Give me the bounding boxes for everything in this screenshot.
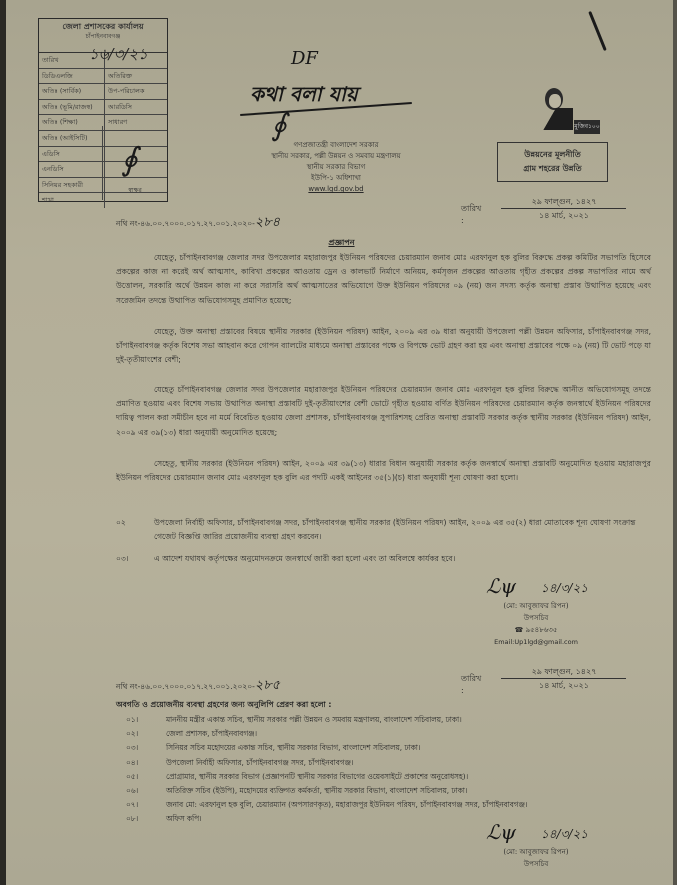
numbered-item: ০২ উপজেলা নির্বাহী অফিসার, চাঁপাইনবাবগঞ্জ সদর, চাঁপাইনবাবগঞ্জ স্থানীয় সরকার (ইউনিয়ন পরিষদ) আইন, ২০০৯ এর ৩৫(২) ধারা মোতাবেক শূন্য ঘোষণা সংক্রান্ত গেজেট বিজ্ঞপ্তি জারির প্রয়োজনীয় ব্যবস্থা গ্রহণ করবেন। xyxy=(116,518,636,542)
copy-to-item: ০১। মাননীয় মন্ত্রীর একান্ত সচিব, স্থানীয় সরকার পল্লী উন্নয়ন ও সমবায় মন্ত্রণালয়, বাংলাদেশ সচিবালয়, ঢাকা। xyxy=(126,715,462,724)
signature-2-icon: ℒψ xyxy=(486,820,517,844)
date-bangla: ২৯ ফাল্গুন, ১৪২৭ xyxy=(531,197,597,206)
stamp-row: অতিঃ (আইসিটি) xyxy=(39,131,167,147)
letterhead-division: স্থানীয় সরকার বিভাগ xyxy=(306,163,366,171)
letterhead-url: www.lgd.gov.bd xyxy=(308,185,364,193)
letterhead-ministry: স্থানীয় সরকার, পল্লী উন্নয়ন ও সমবায় মন্ত্রণালয় xyxy=(271,152,401,160)
letterhead xyxy=(246,140,426,195)
stamp-row: অতিঃ (শিক্ষা) সাধারণ xyxy=(39,115,167,131)
initial-signature-icon: ∮ xyxy=(271,108,287,143)
stamp-signature-label: স্বাক্ষর xyxy=(128,187,142,194)
stamp-title: জেলা প্রশাসকের কার্যালয় xyxy=(62,22,144,31)
copy-to-item: ০৬। অতিরিক্ত সচিব (ইউপি), মহোদয়ের ব্যক্তিগত কর্মকর্তা, স্থানীয় সরকার বিভাগ, বাংলাদেশ সচিবালয়, ঢাকা। xyxy=(126,786,468,796)
mujib100-logo: মুজিব১০০ xyxy=(574,120,600,134)
stamp-row: এডিসি xyxy=(39,147,167,163)
paragraph-1: যেহেতু, চাঁপাইনবাবগঞ্জ জেলার সদর উপজেলার মহারাজপুর ইউনিয়ন পরিষদের চেয়ারম্যান জনাব মোঃ এরফানুল হক বুলির বিরুদ্ধে প্রকল্প কমিটির সভাপতি হিসেবে প্রকল্পের কাজ না করেই অর্থ আত্মসাৎ, কাবিখা প্রকল্পের আওতায় ড্রেন ও কালভার্ট নির্মাণে অনিয়ম, কর্মসৃজন প্রকল্পের আওতায় গৃহীত প্রকল্পের প্রকল্প সভাপতির নামে অর্থ উত্তোলন, সরকারি অর্থে উন্নয়ন কাজ না করে সরাসরি অর্থ আত্মসাতের অভিযোগে উক্ত ইউনিয়ন পরিষদের ০৯ (নয়) জন সদস্য কর্তৃক অনাস্থা প্রস্তাব উত্থাপিত হয়েছে এবং সরেজমিন তদন্তে উত্থাপিত অভিযোগসমূহ প্রমাণিত হয়েছে; xyxy=(116,253,651,305)
document-page: জেলা প্রশাসকের কার্যালয় চাঁপাইনবাবগঞ্জ ১৬/৩/২১ তারিখ ডিডিএলজি অতিরিক্ত অতিঃ (সার্বিক) উপ-পরিচালক অতিঃ (ভূমি/রাজস্ব) আরডিসি অতিঃ (শিক্ষা) সাধারণ অতিঃ (আইসিটি) এডিসি এনডিসি সিনিয়র সহকারী শাখা ∮ স্বাক্ষর DF কথা বলা যায় ∮ গণপ্রজাতন্ত্রী বাংলাদেশ সরকার স্থানীয় সরকার, পল্লী উন্নয়ন ও সমবায় মন্ত্রণালয় স্থানীয় সরকার বিভাগ ইউপি-১ অধিশাখা www.lgd.gov.bd মুজিব১০০ উন্নয়নের মূলনীতি গ্রাম শহরের উন্নতি নথি নং-৪৬.০০.৭০০০.০১৭.২৭.০০১.২০২০-২৮৪ তারিখ : ২৯ ফাল্গুন, ১৪২৭ ১৪ মার্চ, ২০২১ প্রজ্ঞাপন যেহেতু, চাঁপাইনবাবগঞ্জ জেলার সদর উপজেলার মহারাজপুর ইউনিয়ন পরিষদের চেয়ারম্যান জনাব মোঃ এরফানুল হক বুলির বিরুদ্ধে প্রকল্প কমিটির সভাপতি হিসেবে প্রকল্পের কাজ না করেই অর্থ আত্মসাৎ, কাবিখা প্রকল্পের আওতায় ড্রেন ও কালভার্ট নির্মাণে অনিয়ম, কর্মসৃজন প্রকল্পের আওতায় গৃহীত প্রকল্পের প্রকল্প সভাপতির নামে অর্থ উত্তোলন, সরকারি অর্থে উন্নয়ন কাজ না করে সরাসরি অর্থ আত্মসাতের অভিযোগে উক্ত ইউনিয়ন পরিষদের ০৯ (নয়) জন সদস্য কর্তৃক অনাস্থা প্রস্তাব উত্থাপিত হয়েছে এবং সরেজমিন তদন্তে উত্থাপিত অভিযোগসমূহ প্রমাণিত হয়েছে; যেহেতু, উক্ত অনাস্থা প্রস্তাবের বিষয়ে স্থানীয় সরকার (ইউনিয়ন পরিষদ) আইন, ২০০৯ এর ৩৯ ধারা অনুযায়ী উপজেলা পল্লী উন্নয়ন অফিসার, চাঁপাইনবাবগঞ্জ সদর, চাঁপাইনবাবগঞ্জ কর্তৃক বিশেষ সভা আহবান করে গোপন ব্যালটের মাধ্যমে অনাস্থা প্রস্তাবের পক্ষে ও বিপক্ষে ভোট গ্রহণ করা হয় এবং অনাস্থা প্রস্তাবের পক্ষে ০৯ (নয়) টি ভোট পড়ে যা দুই-তৃতীয়াংশের বেশী; যেহেতু চাঁপাইনবাবগঞ্জ জেলার সদর উপজেলার মহারাজপুর ইউনিয়ন পরিষদের চেয়ারম্যান জনাব মোঃ এরফানুল হক বুলির বিরুদ্ধে আনীত অভিযোগসমূহ তদন্তে প্রমাণিত হওয়ায় এবং বিশেষ সভায় উত্থাপিত অনাস্থা প্রস্তাবটি দুই-তৃতীয়াংশের বেশী ভোটে গৃহীত হওয়ায় বর্ণিত ইউনিয়ন পরিষদের চেয়ারম্যান কর্তৃক জনস্বার্থে ইউনিয়ন পরিষদের দায়িত্ব পালন করা সমীচীন হবে না মর্মে বিবেচিত হওয়ায় জেলা প্রশাসক, চাঁপাইনবাবগঞ্জ সুপারিশসহ প্রেরিত অনাস্থা প্রস্তাবটি সরকার কর্তৃক স্থানীয় সরকার (ইউনিয়ন পরিষদ) আইন, ২০০৯ এর ৩৯(১৩) ধারা অনুযায়ী অনুমোদিত হয়েছে; সেহেতু, স্থানীয় সরকার (ইউনিয়ন পরিষদ) আইন, ২০০৯ এর ৩৯(১৩) ধারার বিধান অনুযায়ী সরকার কর্তৃক জনস্বার্থে অনাস্থা প্রস্তাবটি অনুমোদিত হওয়ায় মহারাজপুর ইউনিয়ন পরিষদের চেয়ারম্যান জনাব মোঃ এরফানুল হক বুলি এর পদটি একই আইনের ৩৫(১)(চ) ধারা অনুযায়ী শূন্য ঘোষণা করা হলো। ০২ উপজেলা নির্বাহী অফিসার, চাঁপাইনবাবগঞ্জ সদর, চাঁপাইনবাবগঞ্জ স্থানীয় সরকার (ইউনিয়ন পরিষদ) আইন, ২০০৯ এর ৩৫(২) ধারা মোতাবেক শূন্য ঘোষণা সংক্রান্ত গেজেট বিজ্ঞপ্তি জারির প্রয়োজনীয় ব্যবস্থা গ্রহণ করবেন। ০৩। এ আদেশ যথাযথ কর্তৃপক্ষের অনুমোদনক্রমে জনস্বার্থে জারী করা হলো এবং তা অবিলম্বে কার্যকর হবে। ℒψ ১৪/৩/২১ (মো: আবুজাফর রিপন) উপসচিব ☎ ৯৫৪৮৬৩৫ Email:Up1lgd@gmail.com নথি নং-৪৬.০০.৭০০০.০১৭.২৭.০০১.২০২০-২৮৫ তারিখ : ২৯ ফাল্গুন, ১৪২৭ ১৪ মার্চ, ২০২১ অবগতি ও প্রয়োজনীয় ব্যবস্থা গ্রহণের জন্য অনুলিপি প্রেরণ করা হলো : ০১। মাননীয় মন্ত্রীর একান্ত সচিব, স্থানীয় সরকার পল্লী উন্নয়ন ও সমবায় মন্ত্রণালয়, বাংলাদেশ সচিবালয়, ঢাকা। ০২। জেলা প্রশাসক, চাঁপাইনবাবগঞ্জ। ০৩। সিনিয়র সচিব মহোদয়ের একান্ত সচিব, স্থানীয় সরকার বিভাগ, বাংলাদেশ সচিবালয়, ঢাকা। ০৪। উপজেলা নির্বাহী অফিসার, চাঁপাইনবাবগঞ্জ সদর, চাঁপাইনবাবগঞ্জ। ০৫। প্রোগ্রামার, স্থানীয় সরকার বিভাগ (প্রজ্ঞাপনটি স্থানীয় সরকার বিভাগের ওয়েবসাইটে প্রকাশের অনুরোধসহ)। ০৬। অতিরিক্ত সচিব (ইউপি), মহোদয়ের ব্যক্তিগত কর্মকর্তা, স্থানীয় সরকার বিভাগ, বাংলাদেশ সচিবালয়, ঢাকা। ০৭। জনাব মো: এরফানুল হক বুলি, চেয়ারম্যান (অপসারণকৃত), মহারাজপুর ইউনিয়ন পরিষদ, চাঁপাইনবাবগঞ্জ সদর, চাঁপাইনবাবগঞ্জ। ০৮। অফিস কপি। ℒψ ১৪/৩/২১ (মো: আবুজাফর রিপন) উপসচিব xyxy=(6,0,677,885)
memo-number: নথি নং-৪৬.০০.৭০০০.০১৭.২৭.০০১.২০২০-২৮৪ xyxy=(116,215,281,230)
slogan-line-1: উন্নয়নের মূলনীতি xyxy=(524,150,581,159)
copy-to-item: ০৮। অফিস কপি। xyxy=(126,814,202,824)
stamp-handwritten-date: ১৬/৩/২১ xyxy=(89,45,148,63)
copy-memo-number: নথি নং-৪৬.০০.৭০০০.০১৭.২৭.০০১.২০২০-২৮৫ xyxy=(116,678,281,693)
signature-1-icon: ℒψ xyxy=(486,574,517,598)
handwritten-note: কথা বলা যায় xyxy=(250,82,358,106)
slogan-line-2: গ্রাম শহরের উন্নতি xyxy=(523,164,582,173)
signatory-name: (মো: আবুজাফর রিপন) xyxy=(503,602,569,610)
stamp-row: শাখা xyxy=(39,193,167,208)
pen-mark xyxy=(588,11,607,51)
signatory-email[interactable]: Email:Up1lgd@gmail.com xyxy=(494,638,578,646)
date-english: ১৪ মার্চ, ২০২১ xyxy=(539,211,589,220)
stamp-row: তারিখ xyxy=(39,53,167,69)
stamp-row: ডিডিএলজি অতিরিক্ত xyxy=(39,69,167,85)
signatory-designation: উপসচিব xyxy=(523,860,549,868)
copy-to-list xyxy=(126,713,646,827)
receipt-stamp xyxy=(38,18,168,205)
letterhead-branch: ইউপি-১ অধিশাখা xyxy=(311,174,361,182)
copy-memo-handwritten: ২৮৫ xyxy=(254,678,281,693)
copy-to-item: ০৭। জনাব মো: এরফানুল হক বুলি, চেয়ারম্যান (অপসারণকৃত), মহারাজপুর ইউনিয়ন পরিষদ, চাঁপাইনবাবগঞ্জ সদর, চাঁপাইনবাবগঞ্জ। xyxy=(126,800,528,810)
copy-to-item: ০৫। প্রোগ্রামার, স্থানীয় সরকার বিভাগ (প্রজ্ঞাপনটি স্থানীয় সরকার বিভাগের ওয়েবসাইটে প্রকাশের অনুরোধসহ)। xyxy=(126,771,469,781)
memo-handwritten: ২৮৪ xyxy=(254,215,281,230)
slogan-box xyxy=(497,142,608,182)
signature-block-1 xyxy=(476,600,596,648)
stamp-row: অতিঃ (ভূমি/রাজস্ব) আরডিসি xyxy=(39,100,167,116)
stamp-row: অতিঃ (সার্বিক) উপ-পরিচালক xyxy=(39,84,167,100)
signatory-designation: উপসচিব xyxy=(523,614,549,622)
handwritten-df: DF xyxy=(291,48,318,69)
paragraph-2: যেহেতু, উক্ত অনাস্থা প্রস্তাবের বিষয়ে স্থানীয় সরকার (ইউনিয়ন পরিষদ) আইন, ২০০৯ এর ৩৯ ধারা অনুযায়ী উপজেলা পল্লী উন্নয়ন অফিসার, চাঁপাইনবাবগঞ্জ সদর, চাঁপাইনবাবগঞ্জ কর্তৃক বিশেষ সভা আহবান করে গোপন ব্যালটের মাধ্যমে অনাস্থা প্রস্তাবের পক্ষে ও বিপক্ষে ভোট গ্রহণ করা হয় এবং অনাস্থা প্রস্তাবের পক্ষে ০৯ (নয়) টি ভোট পড়ে যা দুই-তৃতীয়াংশের বেশী; xyxy=(116,327,651,365)
copy-to-heading: অবগতি ও প্রয়োজনীয় ব্যবস্থা গ্রহণের জন্য অনুলিপি প্রেরণ করা হলো : xyxy=(116,700,332,709)
paragraph-4: সেহেতু, স্থানীয় সরকার (ইউনিয়ন পরিষদ) আইন, ২০০৯ এর ৩৯(১৩) ধারার বিধান অনুযায়ী সরকার কর্তৃক জনস্বার্থে অনাস্থা প্রস্তাবটি অনুমোদিত হওয়ায় মহারাজপুর ইউনিয়ন পরিষদের চেয়ারম্যান জনাব মোঃ এরফানুল হক বুলি এর পদটি একই আইনের ৩৫(১)(চ) ধারা অনুযায়ী শূন্য ঘোষণা করা হলো। xyxy=(116,459,651,483)
numbered-item: ০৩। এ আদেশ যথাযথ কর্তৃপক্ষের অনুমোদনক্রমে জনস্বার্থে জারী করা হলো এবং তা অবিলম্বে কার্যকর হবে। xyxy=(116,554,456,563)
stamp-row: সিনিয়র সহকারী xyxy=(39,178,167,194)
signature-block-2 xyxy=(476,846,596,870)
paragraph-3: যেহেতু চাঁপাইনবাবগঞ্জ জেলার সদর উপজেলার মহারাজপুর ইউনিয়ন পরিষদের চেয়ারম্যান জনাব মোঃ এরফানুল হক বুলির বিরুদ্ধে আনীত অভিযোগসমূহ তদন্তে প্রমাণিত হওয়ায় এবং বিশেষ সভায় উত্থাপিত অনাস্থা প্রস্তাবটি দুই-তৃতীয়াংশের বেশী ভোটে গৃহীত হওয়ায় বর্ণিত ইউনিয়ন পরিষদের চেয়ারম্যান কর্তৃক জনস্বার্থে ইউনিয়ন পরিষদের দায়িত্ব পালন করা সমীচীন হবে না মর্মে বিবেচিত হওয়ায় জেলা প্রশাসক, চাঁপাইনবাবগঞ্জ সুপারিশসহ প্রেরিত অনাস্থা প্রস্তাবটি সরকার কর্তৃক স্থানীয় সরকার (ইউনিয়ন পরিষদ) আইন, ২০০৯ এর ৩৯(১৩) ধারা অনুযায়ী অনুমোদিত হয়েছে; xyxy=(116,385,651,437)
copy-to-item: ০৪। উপজেলা নির্বাহী অফিসার, চাঁপাইনবাবগঞ্জ সদর, চাঁপাইনবাবগঞ্জ। xyxy=(126,757,354,767)
letterhead-government: গণপ্রজাতন্ত্রী বাংলাদেশ সরকার xyxy=(293,141,379,149)
stamp-row: এনডিসি xyxy=(39,162,167,178)
signatory-phone: ☎ ৯৫৪৮৬৩৫ xyxy=(514,626,558,634)
copy-to-item: ০২। জেলা প্রশাসক, চাঁপাইনবাবগঞ্জ। xyxy=(126,729,257,739)
stamp-subtitle: চাঁপাইনবাবগঞ্জ xyxy=(85,33,121,40)
signature-icon: ∮ xyxy=(121,140,138,178)
signatory-name: (মো: আবুজাফর রিপন) xyxy=(503,848,569,856)
signature-1-date: ১৪/৩/২১ xyxy=(541,581,589,595)
copy-to-item: ০৩। সিনিয়র সচিব মহোদয়ের একান্ত সচিব, স্থানীয় সরকার বিভাগ, বাংলাদেশ সচিবালয়, ঢাকা। xyxy=(126,743,421,753)
stamp-signature-box xyxy=(102,126,167,200)
scan-edge-right xyxy=(673,0,677,885)
signature-2-date: ১৪/৩/২১ xyxy=(541,827,589,841)
phone-icon: ☎ xyxy=(514,626,524,634)
document-title: প্রজ্ঞাপন xyxy=(328,238,355,247)
